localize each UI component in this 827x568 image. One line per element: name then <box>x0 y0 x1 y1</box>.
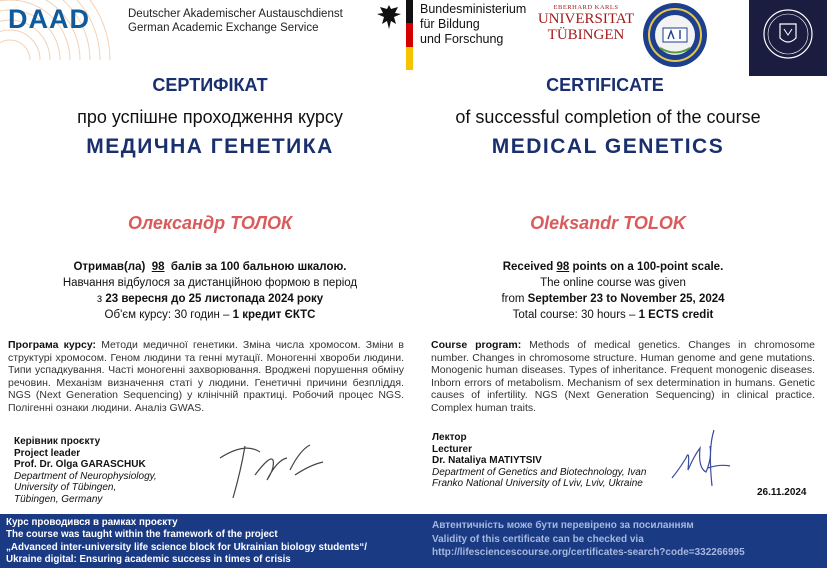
university-seal-dark <box>749 0 827 76</box>
footer-right-line-1: Автентичність може бути перевірено за посиланням <box>432 520 694 531</box>
ua-received-pre: Отримав(ла) <box>73 261 146 273</box>
en-volume-line <box>418 307 808 323</box>
ua-received-post: балів за 100 бальною шкалою. <box>170 261 347 273</box>
ua-volume-pre: Об'єм курсу: 30 годин – <box>104 309 230 321</box>
en-program <box>431 339 815 415</box>
ua-points: 98 <box>151 261 165 273</box>
daad-name-en: German Academic Exchange Service <box>128 22 319 34</box>
en-points-line <box>418 259 808 275</box>
en-period-line <box>418 291 808 307</box>
ua-title: СЕРТИФІКАТ <box>152 75 268 95</box>
en-received-post: points on a 100-point scale. <box>572 261 724 273</box>
en-points: 98 <box>556 261 570 273</box>
footer-left-line-1: Курс проводився в рамках проєкту <box>6 517 178 528</box>
daad-name <box>128 7 343 35</box>
footer-validity <box>432 519 745 560</box>
leader-dept-1: Department of Neurophysiology, <box>14 470 157 482</box>
footer-project-info <box>6 517 367 567</box>
ua-points-line <box>20 259 400 275</box>
ua-program-text: Методи медичної генетики. Зміна числа хромосом. Зміни в структурі хромосом. Геном людини та генні мутації. Моногенні хвороби людини. Типи успадкування. Часті моногенні захворювання. Вроджені порушення обміну речовин. Механізм визначення статі у людини. Генетичні причини безпліддя. NGS (Next Generation Sequencing) у клінічній практиці. Робочий процес NGS. Полігенні ознаки людини. Аналіз GWAS. <box>8 339 405 414</box>
bmbf-line-1: Bundesministerium <box>420 2 527 16</box>
ua-signatory <box>14 436 214 505</box>
en-program-label: Course program: <box>431 339 522 351</box>
footer-right-line-2: Validity of this certificate can be checked via <box>432 533 644 545</box>
bmbf-line-3: und Forschung <box>420 32 504 46</box>
bmbf-line-2: für Bildung <box>420 17 480 31</box>
leader-name: Prof. Dr. Olga GARASCHUK <box>14 459 146 470</box>
german-flag-stripe <box>406 0 413 70</box>
bmbf-name <box>420 2 526 47</box>
leader-role-en: Project leader <box>14 447 81 459</box>
en-online-line: The online course was given <box>540 277 686 289</box>
ua-subtitle: про успішне проходження курсу <box>77 107 343 127</box>
en-period: September 23 to November 25, 2024 <box>527 293 725 305</box>
leader-dept-2: University of Tübingen, <box>14 482 117 493</box>
ua-period-pre: з <box>96 293 103 305</box>
leader-signature <box>215 430 330 505</box>
en-signatory <box>432 432 692 490</box>
university-seal-icon <box>642 2 708 68</box>
ua-details <box>20 259 400 323</box>
en-program-text: Methods of medical genetics. Changes in chromosome number. Changes in chromosome structure. Human genome and gene mutations. Monogenic human diseases. Types of inheritance. Frequent monogenic diseases. Inborn errors of metabolism. Mechanism of sex determination in humans. Genetic causes of infertility. NGS (Next Generation Sequencing) in clinical practice. Complex human traits. <box>431 339 815 414</box>
en-course-title: MEDICAL GENETICS <box>491 135 725 158</box>
ua-period-line <box>20 291 400 307</box>
ua-period: 23 вересня до 25 листопада 2024 року <box>105 293 324 305</box>
tuebingen-logo-line-2: UNIVERSITAT <box>537 11 635 27</box>
en-period-pre: from <box>501 293 525 305</box>
issue-date: 26.11.2024 <box>757 487 807 498</box>
en-subtitle: of successful completion of the course <box>455 107 761 127</box>
daad-logo: DAAD <box>8 4 90 34</box>
en-title: CERTIFICATE <box>546 75 664 95</box>
lecturer-role-ua: Лектор <box>432 432 467 443</box>
en-volume-credit: 1 ECTS credit <box>638 309 714 321</box>
footer-left-line-4: Ukraine digital: Ensuring academic success in times of crisis <box>6 554 291 566</box>
lecturer-dept-2: Franko National University of Lviv, Lviv, Ukraine <box>432 478 643 489</box>
ua-volume-line <box>20 307 400 323</box>
footer-left-line-3: „Advanced inter-university life science block for Ukrainian biology students“/ <box>6 541 367 553</box>
en-recipient-name: Oleksandr TOLOK <box>530 213 686 233</box>
footer-left-line-2: The course was taught within the framework of the project <box>6 529 278 541</box>
ua-recipient-name: Олександр ТОЛОК <box>127 213 293 233</box>
leader-dept-3: Tübingen, Germany <box>14 493 103 505</box>
tuebingen-logo-line-1: EBERHARD KARLS <box>553 4 619 11</box>
footer-validity-link[interactable]: http://lifesciencescourse.org/certificates-search?code=332266995 <box>432 547 745 558</box>
federal-eagle-icon <box>374 2 404 32</box>
lecturer-name: Dr. Nataliya MATIYTSIV <box>432 455 542 466</box>
ua-online-line: Навчання відбулося за дистанційною формою в період <box>62 277 358 289</box>
tuebingen-logo-line-3: TÜBINGEN <box>547 27 625 43</box>
lecturer-role-en: Lecturer <box>432 443 473 455</box>
daad-name-de: Deutscher Akademischer Austauschdienst <box>128 8 343 20</box>
en-details <box>418 259 808 323</box>
tuebingen-logo <box>536 4 636 43</box>
ua-program <box>8 339 404 415</box>
ua-program-label: Програма курсу: <box>8 339 97 351</box>
lecturer-signature <box>668 428 740 490</box>
en-volume-pre: Total course: 30 hours – <box>512 309 636 321</box>
ua-volume-credit: 1 кредит ЄКТС <box>232 309 316 321</box>
leader-role-ua: Керівник проєкту <box>14 436 101 447</box>
en-received-pre: Received <box>502 261 554 273</box>
lecturer-dept-1: Department of Genetics and Biotechnology, Ivan <box>432 466 647 478</box>
crest-icon <box>749 0 827 76</box>
ua-course-title: МЕДИЧНА ГЕНЕТИКА <box>86 135 334 158</box>
